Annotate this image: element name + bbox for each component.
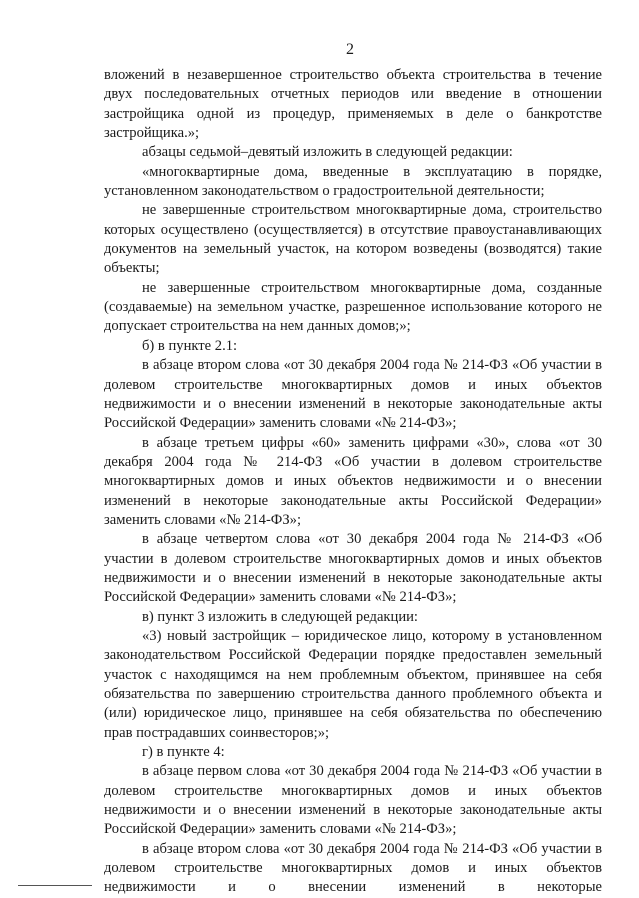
- paragraph-item-v: в) пункт 3 изложить в следующей редакции:: [142, 608, 418, 625]
- paragraph-unfinished-land-use: не завершенные строительством многоквартирные дома, созданные (создаваемые) на земельном участке, разрешенное использование которого не допускает строительства на нем данных домов;»;: [104, 279, 602, 335]
- paragraph-item-g: г) в пункте 4:: [142, 744, 225, 761]
- paragraph-quote-apartment-buildings: «многоквартирные дома, введенные в эксплуатацию в порядке, установленном законодательством о градостроительной деятельности;: [104, 163, 602, 200]
- paragraph-unfinished-no-rights: не завершенные строительством многоквартирные дома, строительство которых осуществлено (осуществляется) в отсутствие правоустанавливающих документов на земельный участок, на котором возведены (возводятся) такие объекты;: [104, 202, 602, 277]
- paragraph-item-b-fourth: в абзаце четвертом слова «от 30 декабря 2004 года № 214-ФЗ «Об участии в долевом строительстве многоквартирных домов и иных объектов недвижимости и о внесении изменений в некоторые законодательные акты Российской Федерации» заменить словами «№ 214-ФЗ»;: [104, 531, 602, 606]
- paragraph-item-b-third: в абзаце третьем цифры «60» заменить цифрами «30», слова «от 30 декабря 2004 года № 214-ФЗ «Об участии в долевом строительстве многоквартирных домов и иных объектов недвижимости и о внесении изменений в некоторые законодательные акты Российской Федерации» заменить словами «№ 214-ФЗ»;: [104, 434, 602, 528]
- paragraph-continuation: вложений в незавершенное строительство объекта строительства в течение двух последовательных отчетных периодов или введение в отношении застройщика одной из процедур, применяемых в деле о банкротстве застройщика.»;: [104, 67, 602, 142]
- paragraph-new-developer: «3) новый застройщик – юридическое лицо, которому в установленном законодательством Российской Федерации порядке предоставлен земельный участок с находящимся на нем проблемным объектом, принявшее на себя обязательства по завершению строительства данного проблемного объекта и (или) юридическое лицо, принявшее на себя обязательства по обеспечению прав пострадавших соинвесторов;»;: [104, 627, 602, 741]
- footnote-divider: [18, 885, 92, 886]
- paragraph-item-g-second: в абзаце втором слова «от 30 декабря 2004 года № 214-ФЗ «Об участии в долевом строительстве многоквартирных домов и иных объектов недвижимости и о внесении изменений в некоторые: [104, 840, 602, 896]
- paragraph-amendment-intro: абзацы седьмой–девятый изложить в следующей редакции:: [142, 144, 513, 161]
- document-body: [104, 66, 602, 898]
- paragraph-item-b: б) в пункте 2.1:: [142, 337, 238, 354]
- page-number: 2: [346, 41, 354, 58]
- paragraph-item-g-first: в абзаце первом слова «от 30 декабря 2004 года № 214-ФЗ «Об участии в долевом строительстве многоквартирных домов и иных объектов недвижимости и о внесении изменений в некоторые законодательные акты Российской Федерации» заменить словами «№ 214-ФЗ»;: [104, 763, 602, 838]
- paragraph-item-b-second: в абзаце втором слова «от 30 декабря 2004 года № 214-ФЗ «Об участии в долевом строительстве многоквартирных домов и иных объектов недвижимости и о внесении изменений в некоторые законодательные акты Российской Федерации» заменить словами «№ 214-ФЗ»;: [104, 357, 602, 432]
